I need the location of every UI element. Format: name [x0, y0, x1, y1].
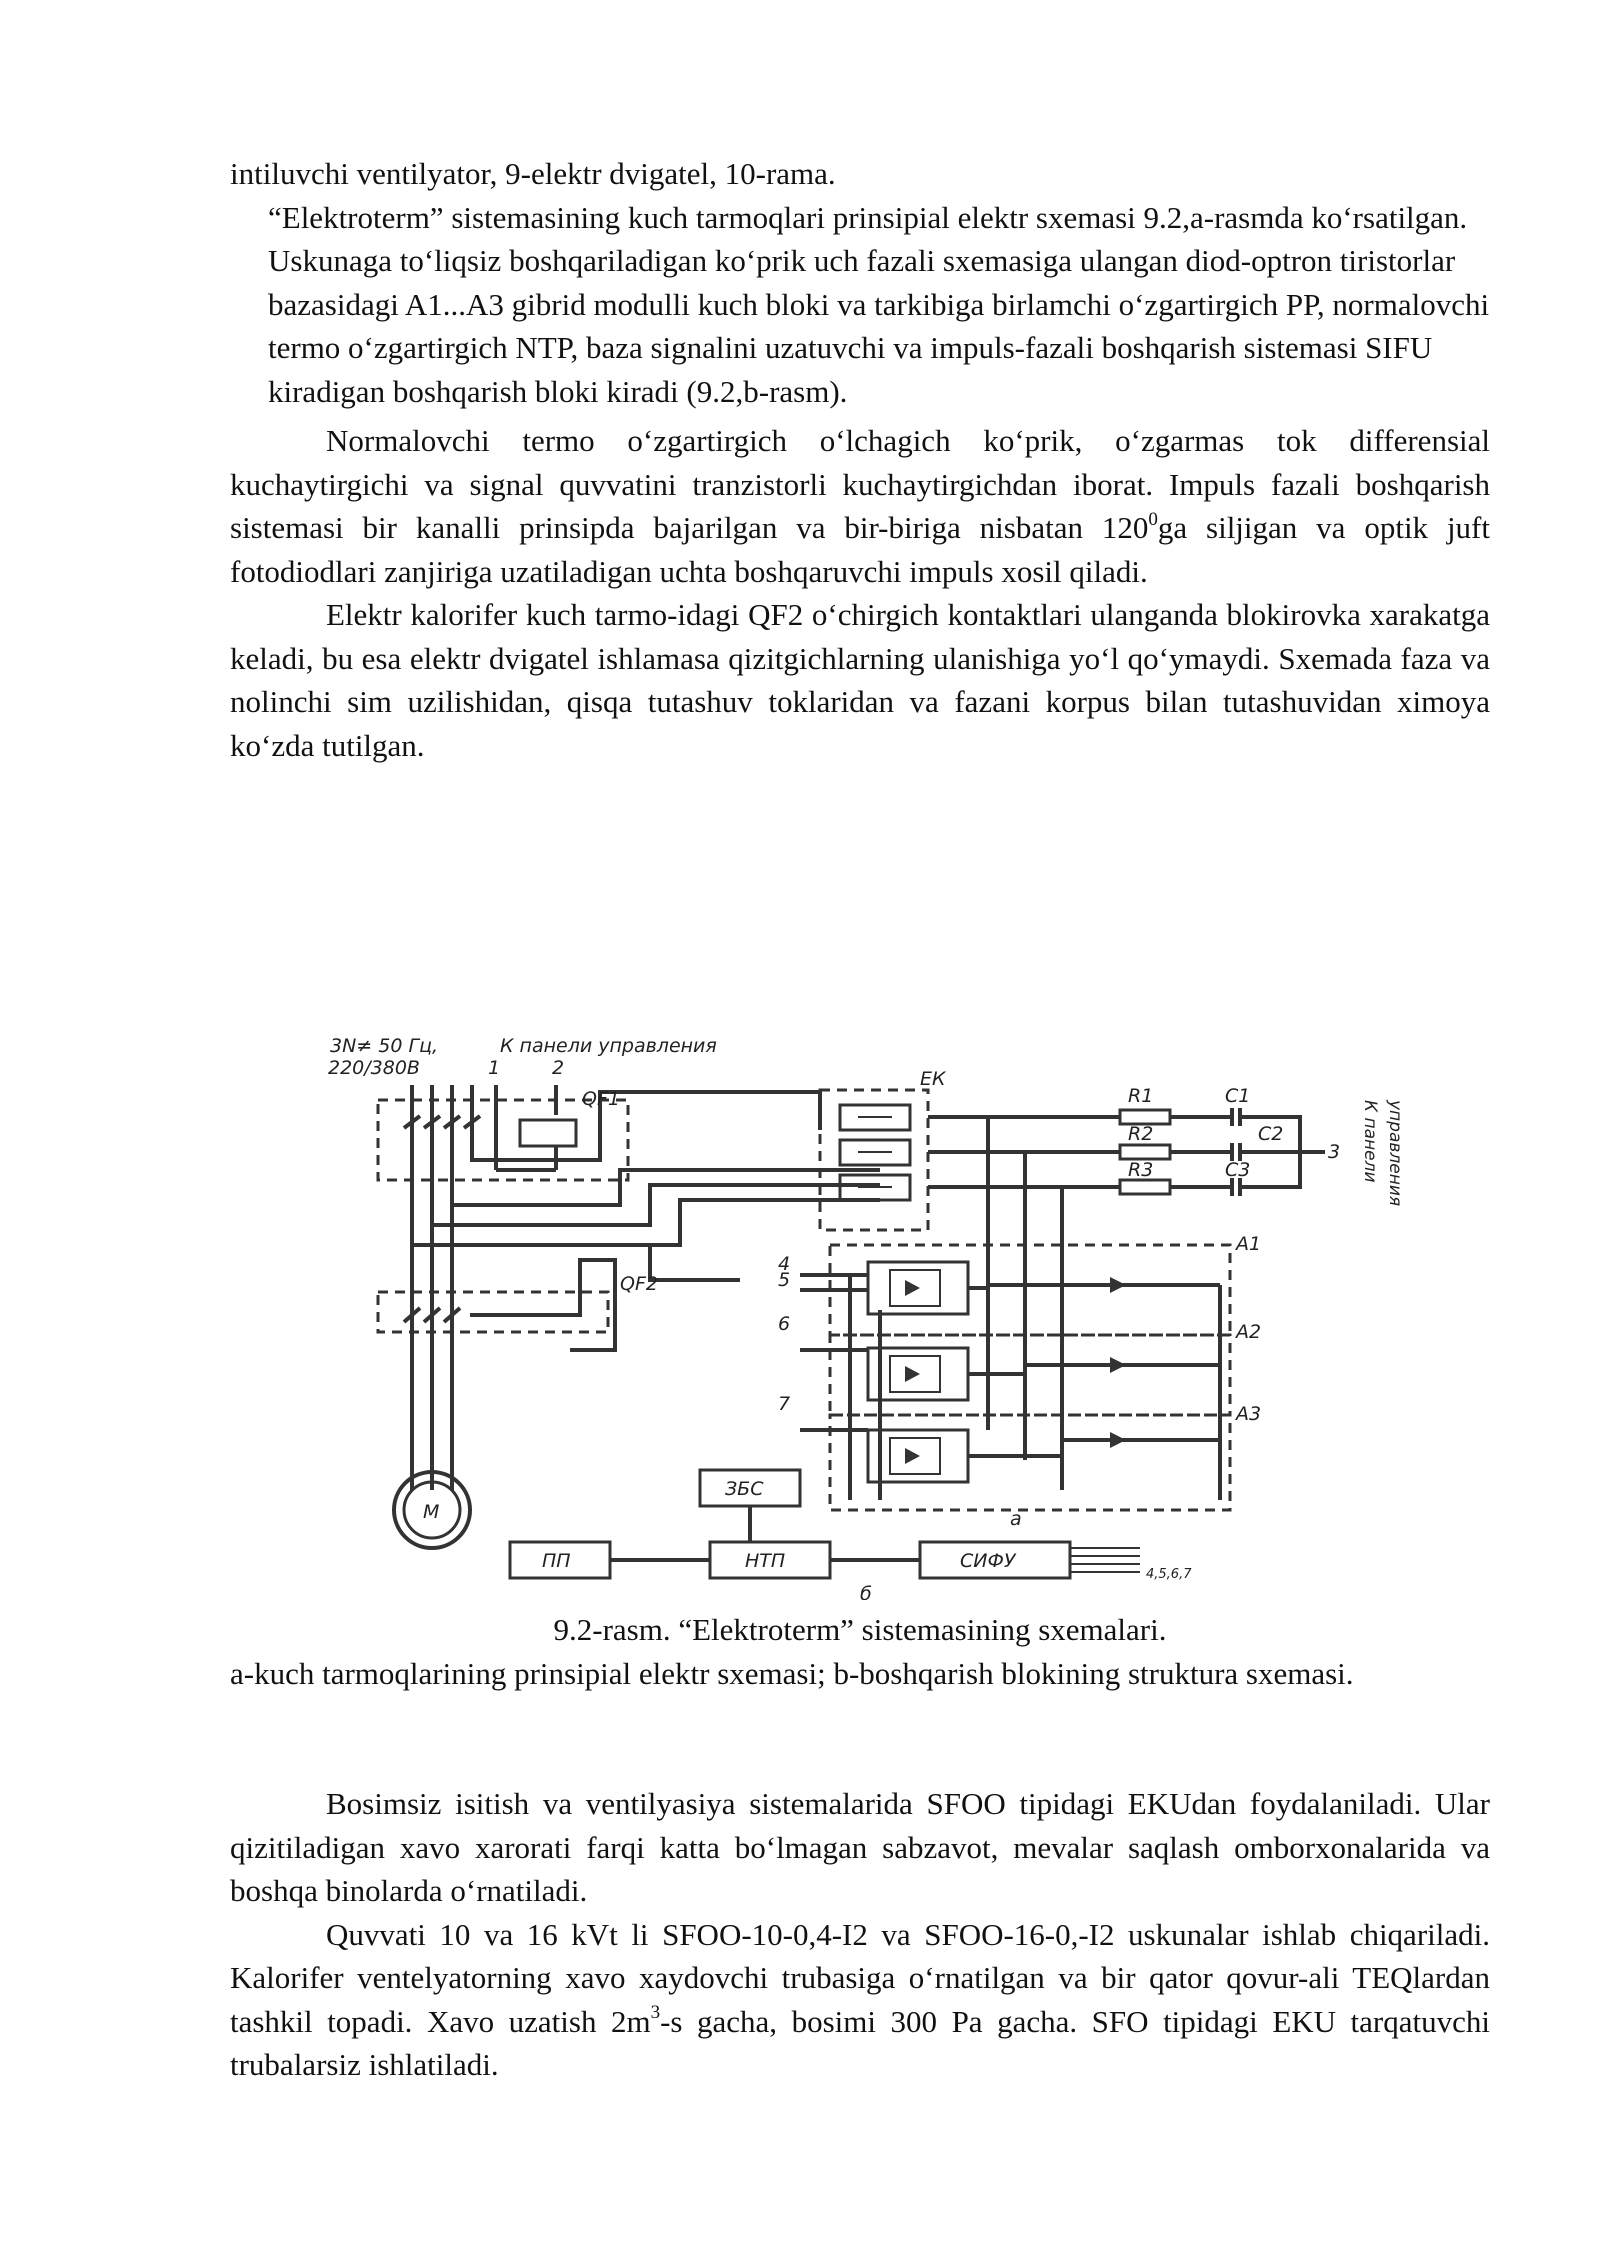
r1-label: R1 — [1128, 1085, 1154, 1107]
motor-label: М — [423, 1501, 440, 1523]
side-panel-label-2: управления — [1385, 1100, 1405, 1207]
figure-caption — [230, 1608, 1490, 1695]
circuit-figure — [320, 1030, 1440, 1600]
paragraph-elektroterm-intro: “Elektroterm” sistemasining kuch tarmoqlari prinsipial elektr sxemasi 9.2,a-rasmda ko‘rsatilgan. Uskunaga to‘liqsiz boshqariladigan ko‘prik uch fazali sxemasiga ulangan diod-optron tiristorlar bazasidagi A1...A3 gibrid modulli kuch bloki va tarkibiga birlamchi o‘zgartirgich PP, normalovchi termo o‘zgartirgich NTP, baza signalini uzatuvchi va impuls-fazali boshqarish sistemasi SIFU kiradigan boshqarish bloki kiradi (9.2,b-rasm). — [268, 199, 1490, 409]
paragraph-sfoo: Bosimsiz isitish va ventilyasiya sistemalarida SFOO tipidagi EKUdan foydalaniladi. Ular qizitiladigan xavo xarorati farqi katta bo‘lmagan sabzavot, mevalar saqlash omborxonalarida va boshqa binolarda o‘rnatiladi. — [230, 1786, 1490, 1908]
paragraph-quvvati-tail: -s gacha, bosimi 300 Pa gacha. SFO tipidagi EKU tarqatuvchi trubalarsiz ishlatiladi. — [230, 2003, 1490, 2082]
qf2-label: QF2 — [620, 1273, 658, 1295]
supply-label: 3N≠ 50 Гц, — [330, 1035, 439, 1057]
subfigure-b-label: б — [860, 1583, 872, 1600]
r3-label: R3 — [1128, 1159, 1154, 1181]
terminal-3-label: 3 — [1328, 1141, 1341, 1163]
ek-label: ЕК — [920, 1068, 946, 1090]
c1-label: C1 — [1225, 1085, 1251, 1107]
a1-label: A1 — [1236, 1233, 1262, 1255]
pp-block-label: ПП — [542, 1550, 571, 1572]
panel-label: К панели управления — [500, 1035, 717, 1057]
top-text — [230, 152, 1490, 767]
a3-label: A3 — [1236, 1403, 1262, 1425]
circuit-diagram — [320, 1030, 1440, 1600]
c3-label: C3 — [1225, 1159, 1251, 1181]
r2-label: R2 — [1128, 1123, 1154, 1145]
sifu-outputs-label: 4,5,6,7 — [1146, 1567, 1192, 1582]
bottom-text — [230, 1782, 1490, 2087]
paragraph-quvvati-text: Quvvati 10 va 16 kVt li SFOO-10-0,4-I2 va SFOO-16-0,-I2 uskunalar ishlab chiqariladi. Kalorifer ventelyatorning xavo xaydovchi trubasiga o‘rnatilgan va bir qator qovur-ali TEQlardan tashkil topadi. Xavo uzatish 2m — [230, 1916, 1490, 2039]
sifu-block-label: СИФУ — [960, 1550, 1016, 1572]
paragraph-normalovchi-text: Normalovchi termo o‘zgartirgich o‘lchagich ko‘prik, o‘zgarmas tok differensial kuchaytirgichi va signal quvvatini tranzistorli kuchaytirgichdan iborat. Impuls fazali boshqarish sistemasi bir kanalli prinsipda bajarilgan va bir-biriga nisbatan 120 — [230, 423, 1490, 545]
voltage-label: 220/380В — [328, 1057, 420, 1079]
paragraph-kalorifer: Elektr kalorifer kuch tarmo-idagi QF2 o‘chirgich kontaktlari ulanganda blokirovka xarakatga keladi, bu esa elektr dvigatel ishlamasa qizitgichlarning ulanishiga yo‘l qo‘ymaydi. Sxemada faza va nolinchi sim uzilishidan, qisqa tutashuv toklaridan va fazani korpus bilan tutashuvidan ximoya ko‘zda tutilgan. — [230, 597, 1490, 763]
terminal-7-label: 7 — [778, 1393, 791, 1415]
zbs-block-label: ЗБС — [725, 1478, 764, 1500]
side-panel-label-1: К панели — [1360, 1100, 1380, 1183]
terminal-1-label: 1 — [488, 1057, 501, 1079]
terminal-4-label: 4 — [778, 1253, 791, 1275]
terminal-6-label: 6 — [778, 1313, 791, 1335]
caption-subtitle: a-kuch tarmoqlarining prinsipial elektr sxemasi; b-boshqarish blokining struktura sxemasi. — [230, 1655, 1354, 1691]
a2-label: A2 — [1236, 1321, 1262, 1343]
paragraph-continuation: intiluvchi ventilyator, 9-elektr dvigatel, 10-rama. — [230, 156, 836, 191]
paragraph-quvvati — [230, 1913, 1490, 2087]
paragraph-normalovchi — [230, 419, 1490, 593]
c2-label: C2 — [1258, 1123, 1284, 1145]
qf1-label: QF1 — [582, 1088, 620, 1110]
degree-superscript: 0 — [1148, 508, 1158, 530]
caption-title: 9.2-rasm. “Elektroterm” sistemasining sxemalari. — [553, 1612, 1167, 1647]
subfigure-a-label: а — [1010, 1508, 1022, 1530]
ntp-block-label: НТП — [745, 1550, 786, 1572]
cubic-superscript: 3 — [650, 2002, 661, 2024]
terminal-2-label: 2 — [552, 1057, 565, 1079]
terminal-5-label: 5 — [778, 1269, 791, 1291]
paragraph-normalovchi-tail: ga siljigan va optik juft fotodiodlari zanjiriga uzatiladigan uchta boshqaruvchi impuls xosil qiladi. — [230, 510, 1490, 589]
